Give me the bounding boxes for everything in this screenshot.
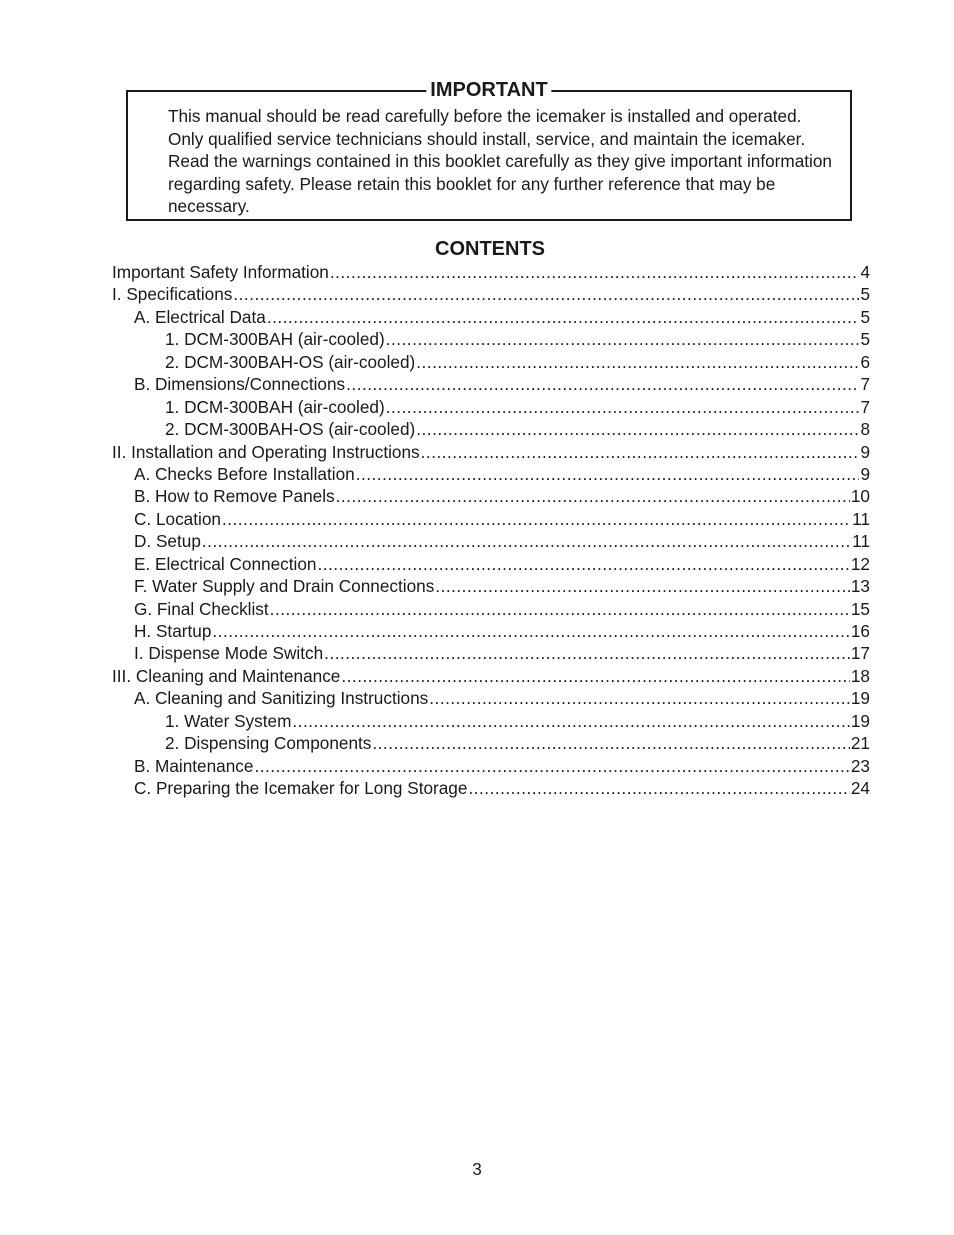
toc-entry-label: I. Specifications xyxy=(112,284,233,305)
toc-entry-label: 2. DCM-300BAH-OS (air-cooled) xyxy=(165,351,416,372)
toc-entry-page: 24 xyxy=(850,778,870,799)
toc-entry-label: 1. DCM-300BAH (air-cooled) xyxy=(165,329,385,350)
toc-entry-page: 8 xyxy=(860,419,870,440)
toc-dot-leader xyxy=(416,351,859,373)
toc-entry-label: B. How to Remove Panels xyxy=(134,486,335,507)
toc-dot-leader xyxy=(267,306,860,328)
toc-dot-leader xyxy=(233,283,859,305)
toc-entry-page: 18 xyxy=(850,665,870,686)
toc-dot-leader xyxy=(435,575,850,597)
toc-entry[interactable] xyxy=(112,665,870,687)
toc-entry-label: 1. Water System xyxy=(165,710,292,731)
toc-entry-label: 2. DCM-300BAH-OS (air-cooled) xyxy=(165,419,416,440)
toc-entry-label: G. Final Checklist xyxy=(134,598,269,619)
toc-entry-label: III. Cleaning and Maintenance xyxy=(112,665,341,686)
toc-entry-page: 6 xyxy=(860,351,870,372)
toc-entry-page: 7 xyxy=(860,374,870,395)
toc-dot-leader xyxy=(292,710,849,732)
toc-entry-page: 19 xyxy=(850,710,870,731)
toc-dot-leader xyxy=(372,732,850,754)
toc-dot-leader xyxy=(416,418,859,440)
toc-dot-leader xyxy=(254,755,849,777)
toc-entry-label: I. Dispense Mode Switch xyxy=(134,643,324,664)
toc-entry-label: H. Startup xyxy=(134,621,212,641)
toc-dot-leader xyxy=(341,665,850,687)
toc-dot-leader xyxy=(317,553,849,575)
toc-entry-label: 1. DCM-300BAH (air-cooled) xyxy=(165,396,385,417)
toc-dot-leader xyxy=(429,687,850,709)
toc-entry-page: 21 xyxy=(850,733,870,754)
toc-entry[interactable] xyxy=(112,396,870,418)
toc-entry-page: 10 xyxy=(850,486,870,507)
toc-dot-leader xyxy=(222,508,851,530)
toc-entry[interactable] xyxy=(112,620,870,642)
toc-entry[interactable] xyxy=(112,755,870,777)
toc-entry-label: A. Checks Before Installation xyxy=(134,463,355,484)
toc-dot-leader xyxy=(386,328,860,350)
toc-entry-label: II. Installation and Operating Instructions xyxy=(112,441,420,462)
toc-entry-label: 2. Dispensing Components xyxy=(165,733,372,754)
toc-dot-leader xyxy=(336,485,850,507)
toc-dot-leader xyxy=(212,620,849,642)
toc-entry[interactable] xyxy=(112,687,870,709)
toc-entry-label: C. Location xyxy=(134,508,221,529)
toc-entry-page: 15 xyxy=(850,598,870,619)
toc-entry[interactable] xyxy=(112,441,870,463)
toc-entry-label: Important Safety Information xyxy=(112,262,329,282)
toc-entry[interactable] xyxy=(112,351,870,373)
toc-entry-page: 13 xyxy=(850,576,870,597)
toc-entry-page: 9 xyxy=(860,441,870,462)
toc-entry[interactable] xyxy=(112,598,870,620)
toc-entry[interactable] xyxy=(112,732,870,754)
toc-entry[interactable] xyxy=(112,485,870,507)
toc-entry-page: 11 xyxy=(852,508,870,529)
toc-dot-leader xyxy=(202,530,851,552)
contents-title: CONTENTS xyxy=(435,238,545,260)
toc-entry-label: A. Cleaning and Sanitizing Instructions xyxy=(134,688,429,709)
toc-dot-leader xyxy=(324,642,850,664)
toc-entry-page: 17 xyxy=(850,643,870,664)
toc-entry-page: 16 xyxy=(850,621,870,641)
toc-dot-leader xyxy=(468,777,849,799)
toc-entry-page: 12 xyxy=(850,553,870,574)
toc-entry-page: 19 xyxy=(850,688,870,709)
toc-entry[interactable] xyxy=(112,710,870,732)
toc-entry[interactable] xyxy=(112,418,870,440)
toc-dot-leader xyxy=(386,396,860,418)
toc-entry-page: 5 xyxy=(860,329,870,350)
toc-entry[interactable] xyxy=(112,261,870,283)
toc-entry[interactable] xyxy=(112,553,870,575)
toc-entry-label: B. Dimensions/Connections xyxy=(134,374,346,395)
toc-entry-page: 9 xyxy=(860,463,870,484)
toc-entry-page: 7 xyxy=(860,396,870,417)
important-title: IMPORTANT xyxy=(426,78,551,102)
toc-dot-leader xyxy=(270,598,850,620)
toc-entry-label: C. Preparing the Icemaker for Long Storage xyxy=(134,778,468,799)
toc-dot-leader xyxy=(356,463,860,485)
toc-entry[interactable] xyxy=(112,575,870,597)
toc-entry[interactable] xyxy=(112,508,870,530)
important-text: This manual should be read carefully before the icemaker is installed and operated. Only qualified service technicians should install, service, and maintain the icemaker. Read the warnings contained in this booklet carefully as they give important information regarding safety. Please retain this booklet for any further reference that may be necessary. xyxy=(168,106,832,217)
toc-entry[interactable] xyxy=(112,373,870,395)
toc-entry-label: F. Water Supply and Drain Connections xyxy=(134,576,435,597)
toc-entry[interactable] xyxy=(112,530,870,552)
toc-entry-page: 5 xyxy=(860,306,870,327)
toc-entry[interactable] xyxy=(112,463,870,485)
toc-entry[interactable] xyxy=(112,328,870,350)
toc-entry-page: 23 xyxy=(850,755,870,776)
toc-dot-leader xyxy=(421,441,860,463)
toc-entry-label: E. Electrical Connection xyxy=(134,553,317,574)
toc-entry[interactable] xyxy=(112,777,870,799)
toc-entry-page: 5 xyxy=(860,284,870,305)
toc-dot-leader xyxy=(346,373,859,395)
toc-dot-leader xyxy=(330,261,860,283)
toc-entry[interactable] xyxy=(112,642,870,664)
toc-entry-page: 4 xyxy=(860,262,870,282)
toc-entry-label: B. Maintenance xyxy=(134,755,254,776)
toc-entry-label: A. Electrical Data xyxy=(134,306,266,327)
toc-entry[interactable] xyxy=(112,306,870,328)
toc-entry-page: 11 xyxy=(852,531,870,552)
toc-entry-label: D. Setup xyxy=(134,531,201,552)
table-of-contents xyxy=(112,261,870,800)
important-notice-box xyxy=(126,79,852,221)
toc-entry[interactable] xyxy=(112,283,870,305)
page-number: 3 xyxy=(472,1159,482,1179)
